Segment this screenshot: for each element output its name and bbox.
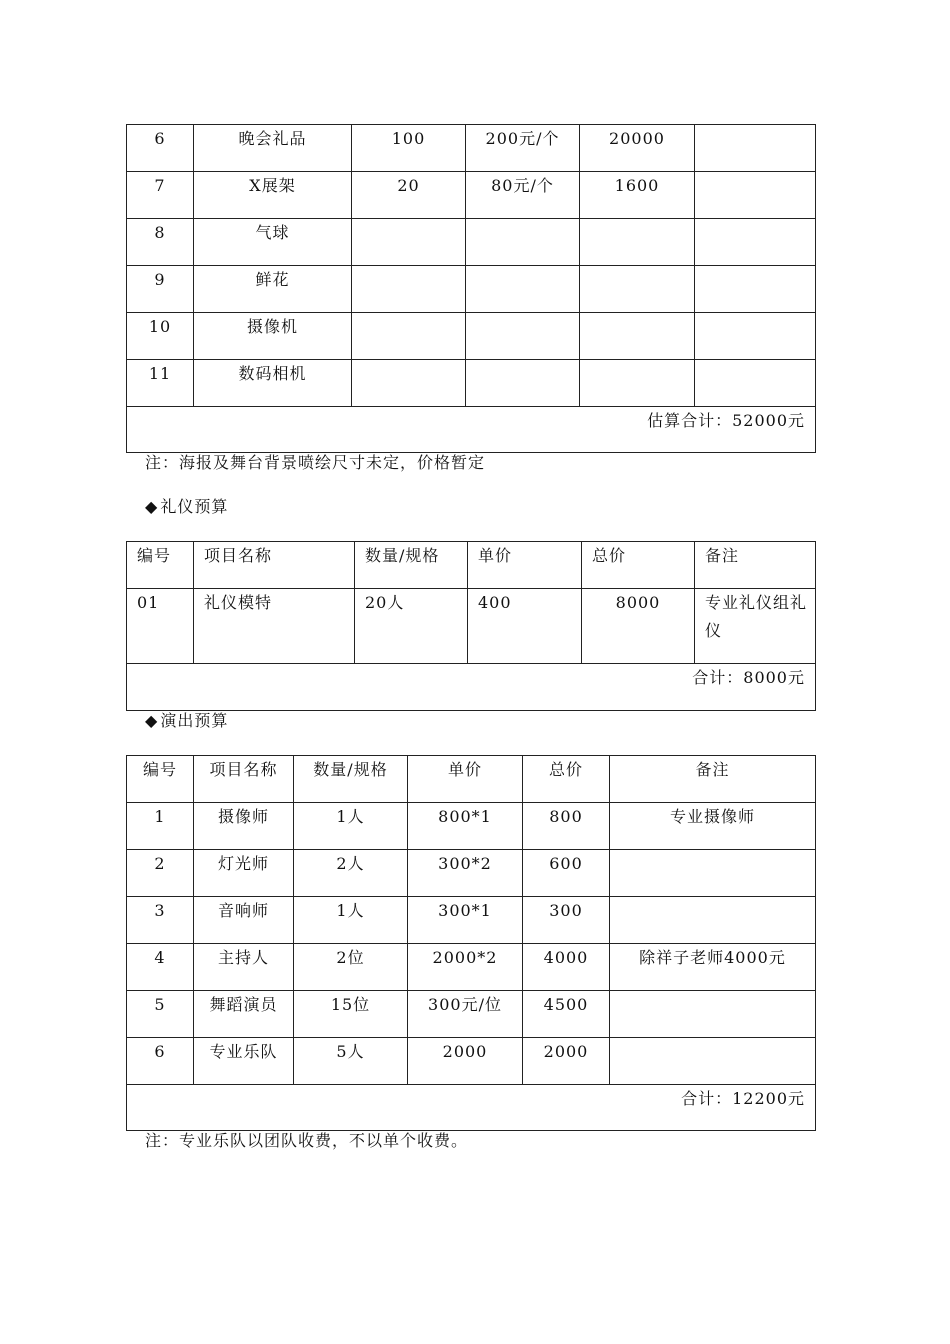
- cell-remark: [695, 125, 816, 172]
- cell-name: 主持人: [194, 944, 294, 991]
- cell-name: 数码相机: [194, 360, 352, 407]
- cell-name: 专业乐队: [194, 1038, 294, 1085]
- cell-name: 鲜花: [194, 266, 352, 313]
- cell-qty: [352, 219, 466, 266]
- cell-total: [580, 360, 695, 407]
- cell-no: 11: [127, 360, 194, 407]
- section-heading-liyi: [145, 497, 228, 517]
- cell-price: [466, 360, 580, 407]
- cell-total: 20000: [580, 125, 695, 172]
- cell-name: 灯光师: [194, 850, 294, 897]
- note-poster: 注：海报及舞台背景喷绘尺寸未定，价格暂定: [145, 453, 486, 472]
- materials-budget-table: [126, 124, 816, 453]
- note-band: 注：专业乐队以团队收费，不以单个收费。: [145, 1131, 469, 1150]
- table-row: [127, 850, 816, 897]
- header-remark: 备注: [695, 542, 816, 589]
- section-title: 演出预算: [160, 711, 229, 730]
- cell-no: 7: [127, 172, 194, 219]
- header-total: 总价: [582, 542, 695, 589]
- cell-price: [466, 266, 580, 313]
- cell-no: 4: [127, 944, 194, 991]
- summary-total: 估算合计：52000元: [127, 407, 816, 453]
- table-row: [127, 125, 816, 172]
- table-row: [127, 1038, 816, 1085]
- cell-remark: 专业摄像师: [610, 803, 816, 850]
- header-name: 项目名称: [194, 756, 294, 803]
- cell-price: 300*1: [408, 897, 523, 944]
- cell-total: 800: [523, 803, 610, 850]
- table-row: [127, 219, 816, 266]
- table-row: [127, 589, 816, 664]
- cell-remark: 除祥子老师4000元: [610, 944, 816, 991]
- cell-total: 300: [523, 897, 610, 944]
- cell-price: 300*2: [408, 850, 523, 897]
- cell-price: 2000*2: [408, 944, 523, 991]
- cell-price: 300元/位: [408, 991, 523, 1038]
- cell-qty: 5人: [294, 1038, 408, 1085]
- cell-total: [580, 266, 695, 313]
- cell-remark: [695, 360, 816, 407]
- cell-total: [580, 313, 695, 360]
- cell-no: 9: [127, 266, 194, 313]
- section-title: 礼仪预算: [160, 497, 229, 516]
- header-qty: 数量/规格: [294, 756, 408, 803]
- diamond-bullet-icon: ◆: [145, 497, 159, 516]
- cell-qty: [352, 266, 466, 313]
- table-row: [127, 172, 816, 219]
- table-row: [127, 266, 816, 313]
- cell-name: 舞蹈演员: [194, 991, 294, 1038]
- performance-budget-table: [126, 755, 816, 1131]
- cell-no: 1: [127, 803, 194, 850]
- header-price: 单价: [408, 756, 523, 803]
- cell-no: 2: [127, 850, 194, 897]
- diamond-bullet-icon: ◆: [145, 711, 159, 730]
- header-name: 项目名称: [194, 542, 355, 589]
- cell-total: 4500: [523, 991, 610, 1038]
- cell-no: 6: [127, 125, 194, 172]
- cell-remark: [695, 172, 816, 219]
- cell-qty: 100: [352, 125, 466, 172]
- cell-qty: [352, 313, 466, 360]
- summary-row: [127, 407, 816, 453]
- header-row: [127, 542, 816, 589]
- section-heading-yanchu: [145, 711, 228, 731]
- cell-remark: [610, 850, 816, 897]
- cell-name: 摄像师: [194, 803, 294, 850]
- summary-row: [127, 664, 816, 711]
- header-price: 单价: [468, 542, 582, 589]
- cell-no: 3: [127, 897, 194, 944]
- table-row: [127, 897, 816, 944]
- cell-remark: [610, 991, 816, 1038]
- cell-total: 2000: [523, 1038, 610, 1085]
- cell-remark: [610, 897, 816, 944]
- header-remark: 备注: [610, 756, 816, 803]
- header-total: 总价: [523, 756, 610, 803]
- summary-row: [127, 1085, 816, 1131]
- cell-qty: 2位: [294, 944, 408, 991]
- cell-remark: [695, 266, 816, 313]
- cell-remark: [610, 1038, 816, 1085]
- cell-total: 1600: [580, 172, 695, 219]
- cell-total: 8000: [582, 589, 695, 664]
- cell-name: 晚会礼品: [194, 125, 352, 172]
- cell-qty: 20人: [355, 589, 468, 664]
- table-row: [127, 991, 816, 1038]
- table-row: [127, 360, 816, 407]
- cell-total: [580, 219, 695, 266]
- etiquette-budget-table: [126, 541, 816, 711]
- cell-remark: 专业礼仪组礼仪: [695, 589, 816, 664]
- cell-price: [466, 219, 580, 266]
- cell-price: 800*1: [408, 803, 523, 850]
- cell-no: 6: [127, 1038, 194, 1085]
- header-qty: 数量/规格: [355, 542, 468, 589]
- cell-no: 10: [127, 313, 194, 360]
- cell-qty: 1人: [294, 897, 408, 944]
- header-no: 编号: [127, 756, 194, 803]
- summary-total: 合计：8000元: [127, 664, 816, 711]
- cell-no: 5: [127, 991, 194, 1038]
- cell-qty: 20: [352, 172, 466, 219]
- header-row: [127, 756, 816, 803]
- cell-total: 600: [523, 850, 610, 897]
- table-row: [127, 313, 816, 360]
- summary-total: 合计：12200元: [127, 1085, 816, 1131]
- cell-name: 摄像机: [194, 313, 352, 360]
- cell-remark: [695, 313, 816, 360]
- cell-price: 400: [468, 589, 582, 664]
- cell-total: 4000: [523, 944, 610, 991]
- cell-qty: 1人: [294, 803, 408, 850]
- cell-no: 8: [127, 219, 194, 266]
- cell-qty: 2人: [294, 850, 408, 897]
- table-row: [127, 944, 816, 991]
- cell-name: 礼仪模特: [194, 589, 355, 664]
- cell-price: [466, 313, 580, 360]
- cell-remark: [695, 219, 816, 266]
- cell-price: 80元/个: [466, 172, 580, 219]
- header-no: 编号: [127, 542, 194, 589]
- cell-qty: [352, 360, 466, 407]
- table-row: [127, 803, 816, 850]
- cell-price: 2000: [408, 1038, 523, 1085]
- cell-no: 01: [127, 589, 194, 664]
- cell-name: X展架: [194, 172, 352, 219]
- cell-name: 气球: [194, 219, 352, 266]
- cell-price: 200元/个: [466, 125, 580, 172]
- cell-qty: 15位: [294, 991, 408, 1038]
- cell-name: 音响师: [194, 897, 294, 944]
